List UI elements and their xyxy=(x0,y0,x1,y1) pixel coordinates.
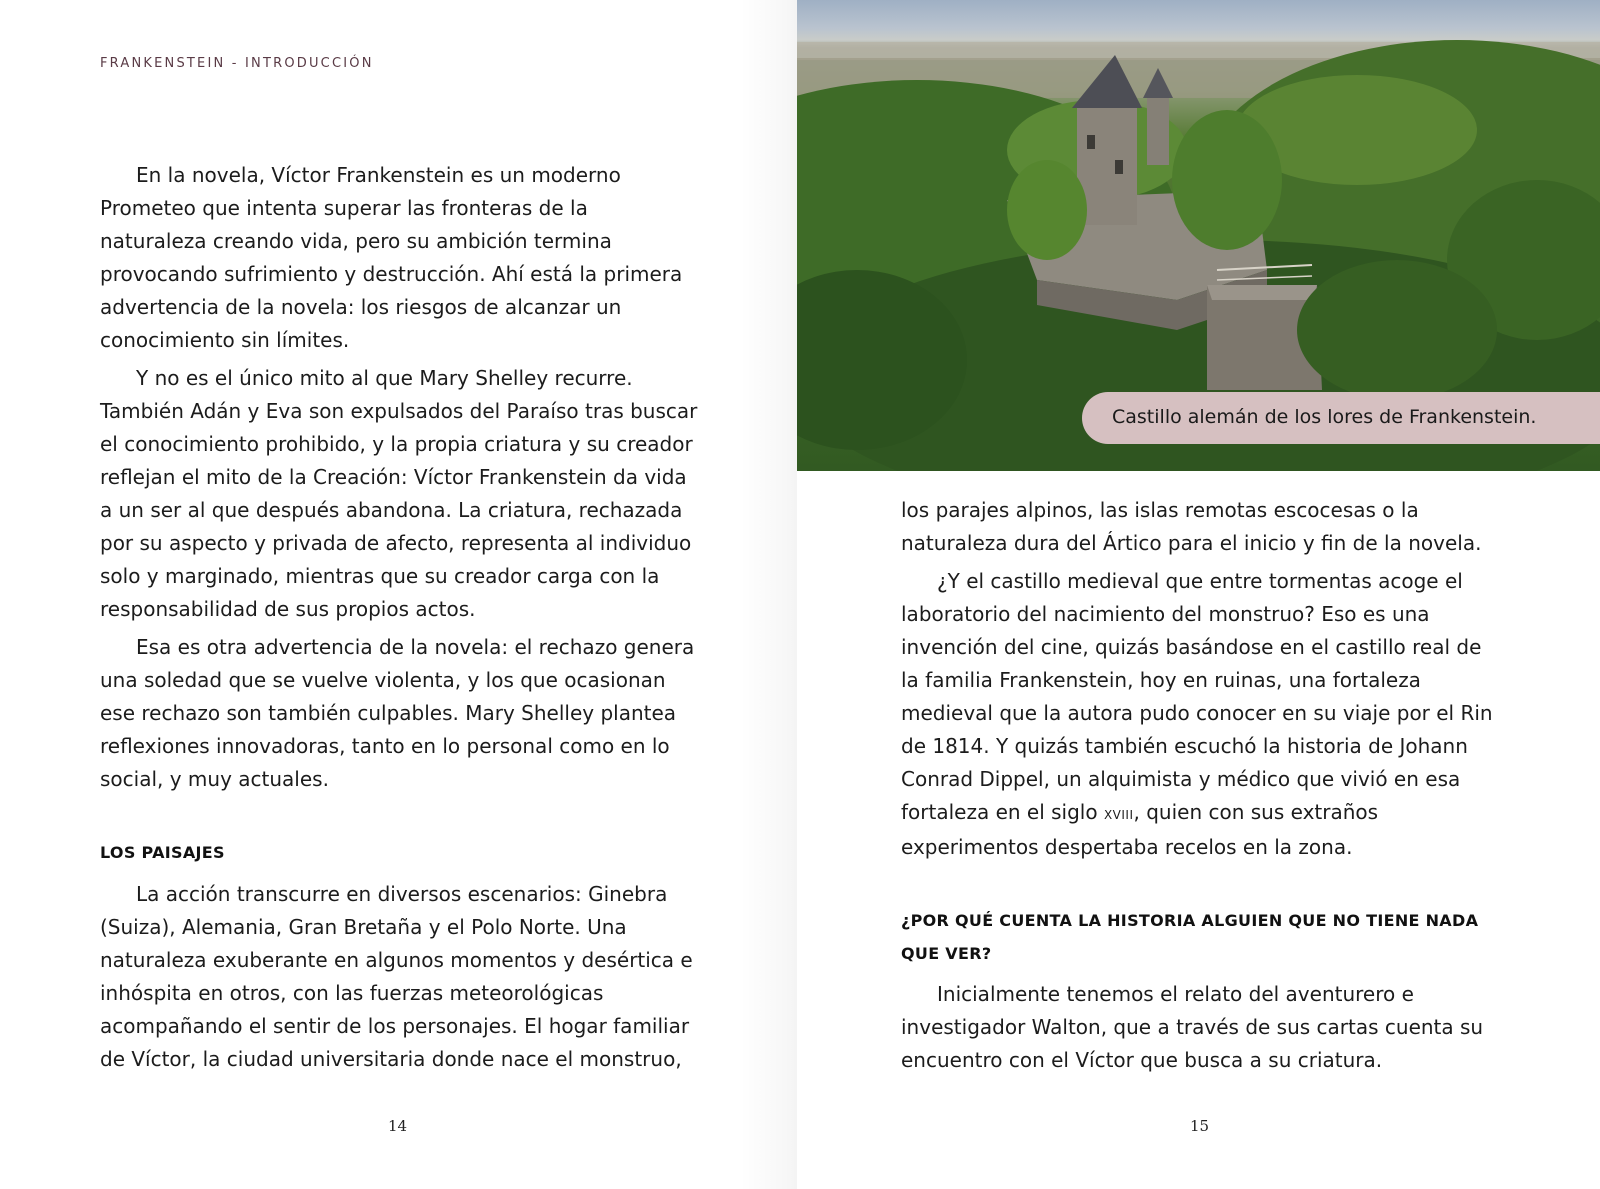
left-page xyxy=(0,0,797,1189)
right-body-text xyxy=(901,494,1501,869)
page-number-right: 15 xyxy=(1190,1117,1210,1135)
paragraph: La acción transcurre en diversos escenarios: Ginebra (Suiza), Alemania, Gran Bretaña y el Polo Norte. Una naturaleza exuberante en algunos momentos y desértica e inhóspita en otros, con las fuerzas meteorológicas acompañando el sentir de los personajes. El hogar familiar de Víctor, la ciudad universitaria donde nace el monstruo, xyxy=(100,882,693,1071)
running-head: FRANKENSTEIN - INTRODUCCIÓN xyxy=(100,56,374,71)
paragraph: Y no es el único mito al que Mary Shelley recurre. También Adán y Eva son expulsados del Paraíso tras buscar el conocimiento prohibido, y la propia criatura y su creador reflejan el mito de la Creación: Víctor Frankenstein da vida a un ser al que después abandona. La criatura, rechazada por su aspecto y privada de afecto, representa al individuo solo y marginado, mientras que su creador carga con la responsabilidad de sus propios actos. xyxy=(100,366,698,621)
castle-photo xyxy=(797,0,1600,471)
paragraph: Esa es otra advertencia de la novela: el rechazo genera una soledad que se vuelve violenta, y los que ocasionan ese rechazo son también culpables. Mary Shelley plantea reflexiones innovadoras, tanto en lo personal como en lo social, y muy actuales. xyxy=(100,635,695,791)
left-body-text xyxy=(100,159,700,801)
left-section-text xyxy=(100,878,700,1081)
paragraph-text: ¿Y el castillo medieval que entre tormentas acoge el laboratorio del nacimiento del monstruo? Eso es una invención del cine, quizás basándose en el castillo real de la familia Frankenstein, hoy en ruinas, una fortaleza medieval que la autora pudo conocer en su viaje por el Rin de 1814. Y quizás también escuchó la historia de Johann Conrad Dippel, un alquimista y médico que vivió en esa fortaleza en el siglo xyxy=(901,569,1493,824)
page-number-left: 14 xyxy=(388,1117,408,1135)
paragraph: los parajes alpinos, las islas remotas escocesas o la naturaleza dura del Ártico para el inicio y fin de la novela. xyxy=(901,498,1482,555)
right-page xyxy=(797,0,1600,1189)
paragraph xyxy=(901,565,1501,864)
century-numeral: xviii xyxy=(1103,804,1134,824)
photo-caption: Castillo alemán de los lores de Frankenstein. xyxy=(1112,406,1537,428)
paragraph-text: , quien con sus extraños experimentos despertaba recelos en la zona. xyxy=(901,800,1379,859)
section-heading-paisajes: LOS PAISAJES xyxy=(100,843,225,862)
right-section-text xyxy=(901,978,1501,1082)
section-heading-narrador: ¿POR QUÉ CUENTA LA HISTORIA ALGUIEN QUE NO TIENE NADA QUE VER? xyxy=(901,911,1479,963)
paragraph: En la novela, Víctor Frankenstein es un moderno Prometeo que intenta superar las fronteras de la naturaleza creando vida, pero su ambición termina provocando sufrimiento y destrucción. Ahí está la primera advertencia de la novela: los riesgos de alcanzar un conocimiento sin límites. xyxy=(100,163,683,352)
paragraph: Inicialmente tenemos el relato del aventurero e investigador Walton, que a través de sus cartas cuenta su encuentro con el Víctor que busca a su criatura. xyxy=(901,982,1484,1072)
